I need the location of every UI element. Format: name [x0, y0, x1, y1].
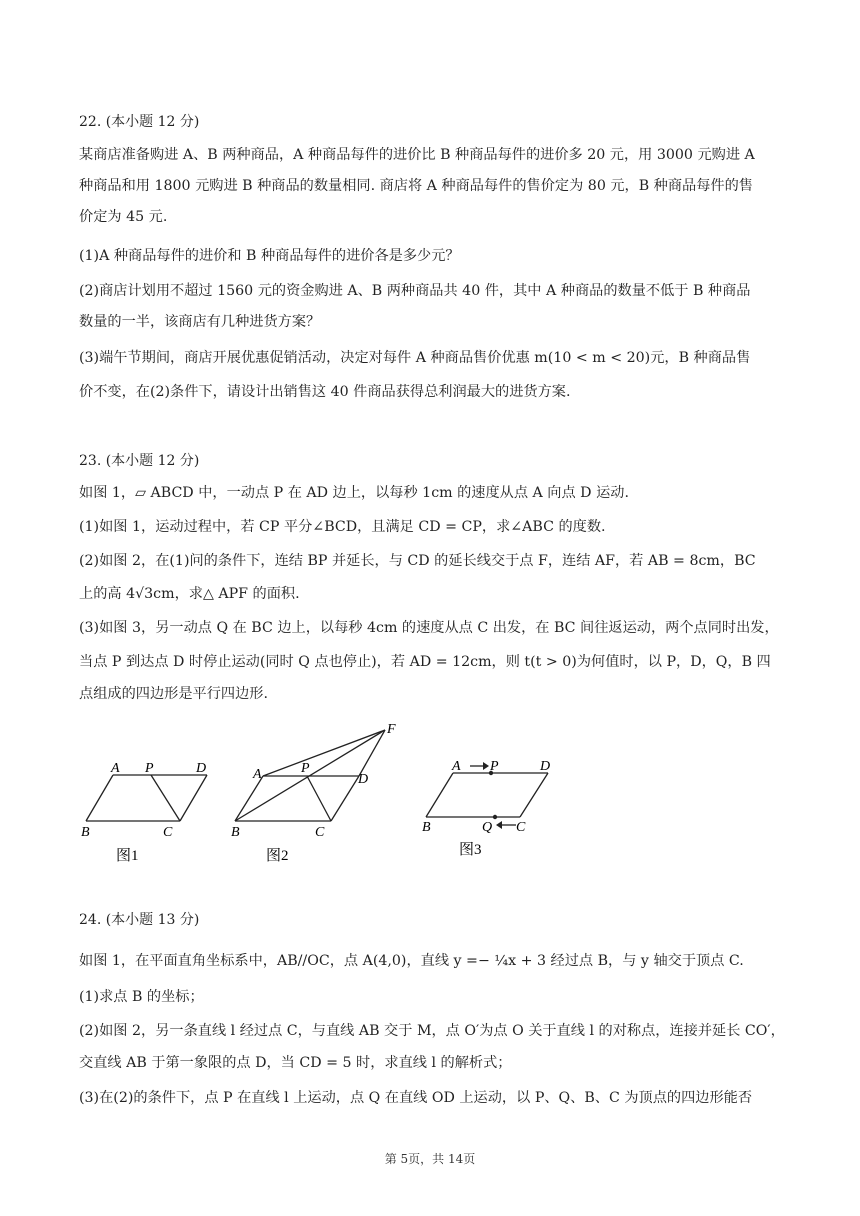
- fig3-segment-ab: [426, 773, 453, 817]
- question-23: [79, 451, 784, 471]
- q23-line-2: (1)如图 1，运动过程中，若 CP 平分∠BCD，且满足 CD = CP，求∠ABC 的度数.: [79, 519, 606, 535]
- fig1-segment-ab: [86, 775, 113, 821]
- fig2-label-p: P: [301, 761, 310, 776]
- fig1-label-p: P: [145, 761, 154, 776]
- q24-line-4: 交直线 AB 于第一象限的点 D，当 CD = 5 时，求直线 l 的解析式；: [79, 1055, 512, 1071]
- question-24: [79, 910, 784, 930]
- q23-line-6: 当点 P 到达点 D 时停止运动(同时 Q 点也停止)，若 AD = 12cm，则 t(t > 0)为何值时，以 P，D，Q，B 四: [79, 654, 771, 670]
- fig2-segment-ab: [235, 776, 263, 821]
- fig2-segment-df: [359, 730, 385, 776]
- q23-line-1: 如图 1，▱ ABCD 中，一动点 P 在 AD 边上，以每秒 1cm 的速度从点 A 向点 D 运动.: [79, 485, 629, 501]
- fig3-label-p: P: [490, 759, 499, 774]
- fig2-label-a: A: [253, 767, 262, 782]
- figure-1: [86, 775, 207, 821]
- fig1-caption: 图1: [116, 848, 139, 864]
- fig3-caption: 图3: [459, 842, 482, 858]
- q22-line-4: (1)A 种商品每件的进价和 B 种商品每件的进价各是多少元？: [79, 248, 460, 264]
- fig2-label-c: C: [315, 825, 325, 840]
- fig1-label-b: B: [81, 825, 90, 840]
- question-22-header: 22. (本小题 12 分): [79, 114, 200, 130]
- q22-line-5: (2)商店计划用不超过 1560 元的资金购进 A、B 两种商品共 40 件，其中 A 种商品的数量不低于 B 种商品: [79, 283, 751, 299]
- fig3-label-c: C: [516, 820, 526, 835]
- fig3-arrowhead-right-icon: [483, 762, 489, 770]
- fig2-segment-pc: [307, 776, 331, 821]
- geometry-figures: [79, 720, 549, 870]
- q23-figures: [79, 720, 549, 870]
- fig1-segment-pc: [151, 775, 180, 821]
- fig3-label-q: Q: [482, 820, 493, 835]
- q23-line-5: (3)如图 3，另一动点 Q 在 BC 边上，以每秒 4cm 的速度从点 C 出发，在 BC 间往返运动，两个点同时出发，: [79, 620, 779, 636]
- q24-line-5: (3)在(2)的条件下，点 P 在直线 l 上运动，点 Q 在直线 OD 上运动，以 P、Q、B、C 为顶点的四边形能否: [79, 1090, 753, 1106]
- q24-line-2: (1)求点 B 的坐标；: [79, 989, 204, 1005]
- q22-line-1: 某商店准备购进 A、B 两种商品，A 种商品每件的进价比 B 种商品每件的进价多 20 元，用 3000 元购进 A: [79, 147, 755, 163]
- q24-line-3: (2)如图 2，另一条直线 l 经过点 C，与直线 AB 交于 M，点 O′为点 O 关于直线 l 的对称点，连接并延长 CO′，: [79, 1023, 785, 1039]
- fig3-segment-dc: [520, 773, 548, 817]
- fig2-caption: 图2: [266, 848, 289, 864]
- fig1-label-c: C: [163, 825, 173, 840]
- fig3-arrowhead-left-icon: [496, 821, 502, 829]
- fig1-label-d: D: [196, 761, 207, 776]
- fig2-segment-dc: [331, 776, 359, 821]
- q22-line-6: 数量的一半，该商店有几种进货方案？: [79, 314, 321, 330]
- figure-3: [426, 766, 548, 825]
- fig2-label-d: D: [358, 772, 369, 787]
- fig1-segment-dc: [180, 775, 207, 821]
- q22-line-3: 价定为 45 元.: [79, 209, 168, 225]
- fig3-label-b: B: [422, 820, 431, 835]
- q22-line-7: (3)端午节期间，商店开展优惠促销活动，决定对每件 A 种商品售价优惠 m(10 < m < 20)元，B 种商品售: [79, 350, 751, 366]
- fig3-label-d: D: [540, 759, 551, 774]
- q23-line-4: 上的高 4√3cm，求△ APF 的面积.: [79, 586, 300, 602]
- fig3-label-a: A: [452, 759, 461, 774]
- question-23-header: 23. (本小题 12 分): [79, 453, 200, 469]
- fig2-label-f: F: [387, 722, 396, 737]
- fig2-label-b: B: [231, 825, 240, 840]
- page-number: 第 5页，共 14页: [384, 1152, 476, 1166]
- q22-line-2: 种商品和用 1800 元购进 B 种商品的数量相同. 商店将 A 种商品每件的售价定为 80 元，B 种商品每件的售: [79, 178, 753, 194]
- question-24-header: 24. (本小题 13 分): [79, 912, 200, 928]
- q22-line-8: 价不变，在(2)条件下，请设计出销售这 40 件商品获得总利润最大的进货方案.: [79, 384, 571, 400]
- q24-line-1: 如图 1，在平面直角坐标系中，AB//OC，点 A(4,0)，直线 y =− ¼x + 3 经过点 B，与 y 轴交于顶点 C.: [79, 953, 744, 969]
- q23-line-7: 点组成的四边形是平行四边形.: [79, 686, 268, 702]
- fig2-segment-af: [263, 730, 385, 776]
- question-22: [79, 112, 784, 132]
- q23-line-3: (2)如图 2，在(1)问的条件下，连结 BP 并延长，与 CD 的延长线交于点 F，连结 AF，若 AB = 8cm，BC: [79, 553, 756, 569]
- fig3-point-q: [493, 815, 497, 819]
- fig1-label-a: A: [111, 761, 120, 776]
